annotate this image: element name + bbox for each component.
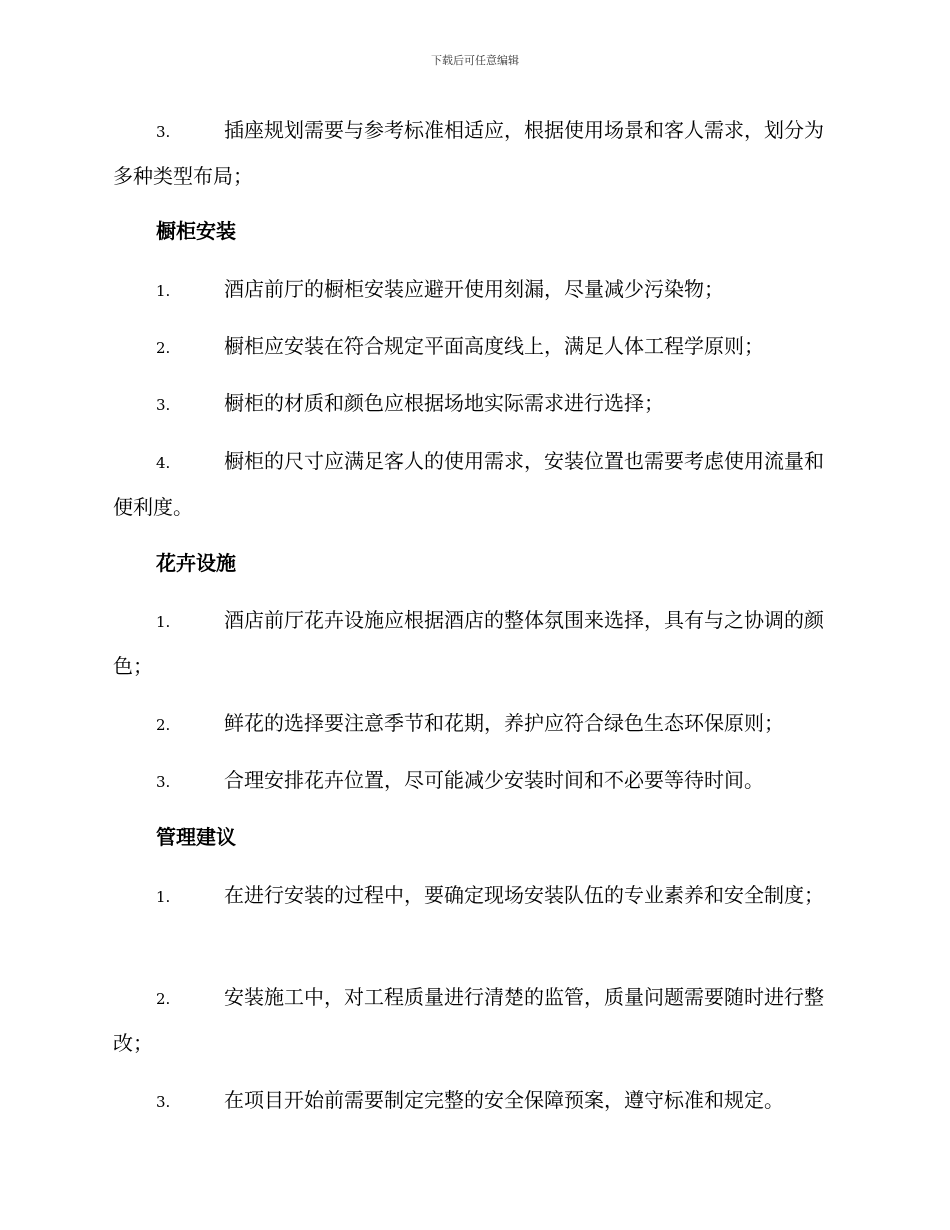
list-item-number: 1. xyxy=(156,613,171,631)
list-item xyxy=(113,381,835,427)
list-item xyxy=(113,1078,835,1124)
list-item-text: 插座规划需要与参考标准相适应，根据使用场景和客人需求，划分为多种类型布局； xyxy=(113,118,824,188)
list-item xyxy=(113,439,835,529)
list-item-text: 橱柜的材质和颜色应根据场地实际需求进行选择； xyxy=(224,391,664,415)
list-item-number: 1. xyxy=(156,282,171,300)
list-item xyxy=(113,267,835,313)
list-item xyxy=(113,873,835,919)
list-item-text: 在进行安装的过程中，要确定现场安装队伍的专业素养和安全制度； xyxy=(224,883,824,907)
list-item-text: 酒店前厅花卉设施应根据酒店的整体氛围来选择，具有与之协调的颜色； xyxy=(113,608,824,678)
list-item-number: 3. xyxy=(156,773,171,791)
list-item-text: 安装施工中，对工程质量进行清楚的监管，质量问题需要随时进行整改； xyxy=(113,985,824,1055)
list-item-number: 3. xyxy=(156,396,171,414)
section-heading: 花卉设施 xyxy=(156,551,236,575)
list-item-number: 2. xyxy=(156,716,171,734)
list-item-text: 在项目开始前需要制定完整的安全保障预案，遵守标准和规定。 xyxy=(224,1088,784,1112)
list-item xyxy=(113,324,835,370)
list-item xyxy=(113,975,835,1065)
section-heading: 橱柜安装 xyxy=(156,219,236,243)
list-item-text: 鲜花的选择要注意季节和花期，养护应符合绿色生态环保原则； xyxy=(224,711,784,735)
list-item-number: 3. xyxy=(156,123,171,141)
list-item-text: 橱柜的尺寸应满足客人的使用需求，安装位置也需要考虑使用流量和便利度。 xyxy=(113,449,824,519)
list-item-number: 3. xyxy=(156,1093,171,1111)
list-item xyxy=(113,701,835,747)
list-item xyxy=(113,108,835,198)
list-item-number: 2. xyxy=(156,339,171,357)
list-item-text: 橱柜应安装在符合规定平面高度线上，满足人体工程学原则； xyxy=(224,334,764,358)
list-item xyxy=(113,758,835,804)
list-item-number: 2. xyxy=(156,990,171,1008)
page-header: 下载后可任意编辑 xyxy=(431,54,519,67)
list-item xyxy=(113,598,835,688)
section-heading: 管理建议 xyxy=(156,825,236,849)
list-item-text: 酒店前厅的橱柜安装应避开使用刻漏，尽量减少污染物； xyxy=(224,277,724,301)
list-item-text: 合理安排花卉位置，尽可能减少安装时间和不必要等待时间。 xyxy=(224,768,764,792)
list-item-number: 1. xyxy=(156,888,171,906)
list-item-number: 4. xyxy=(156,454,171,472)
